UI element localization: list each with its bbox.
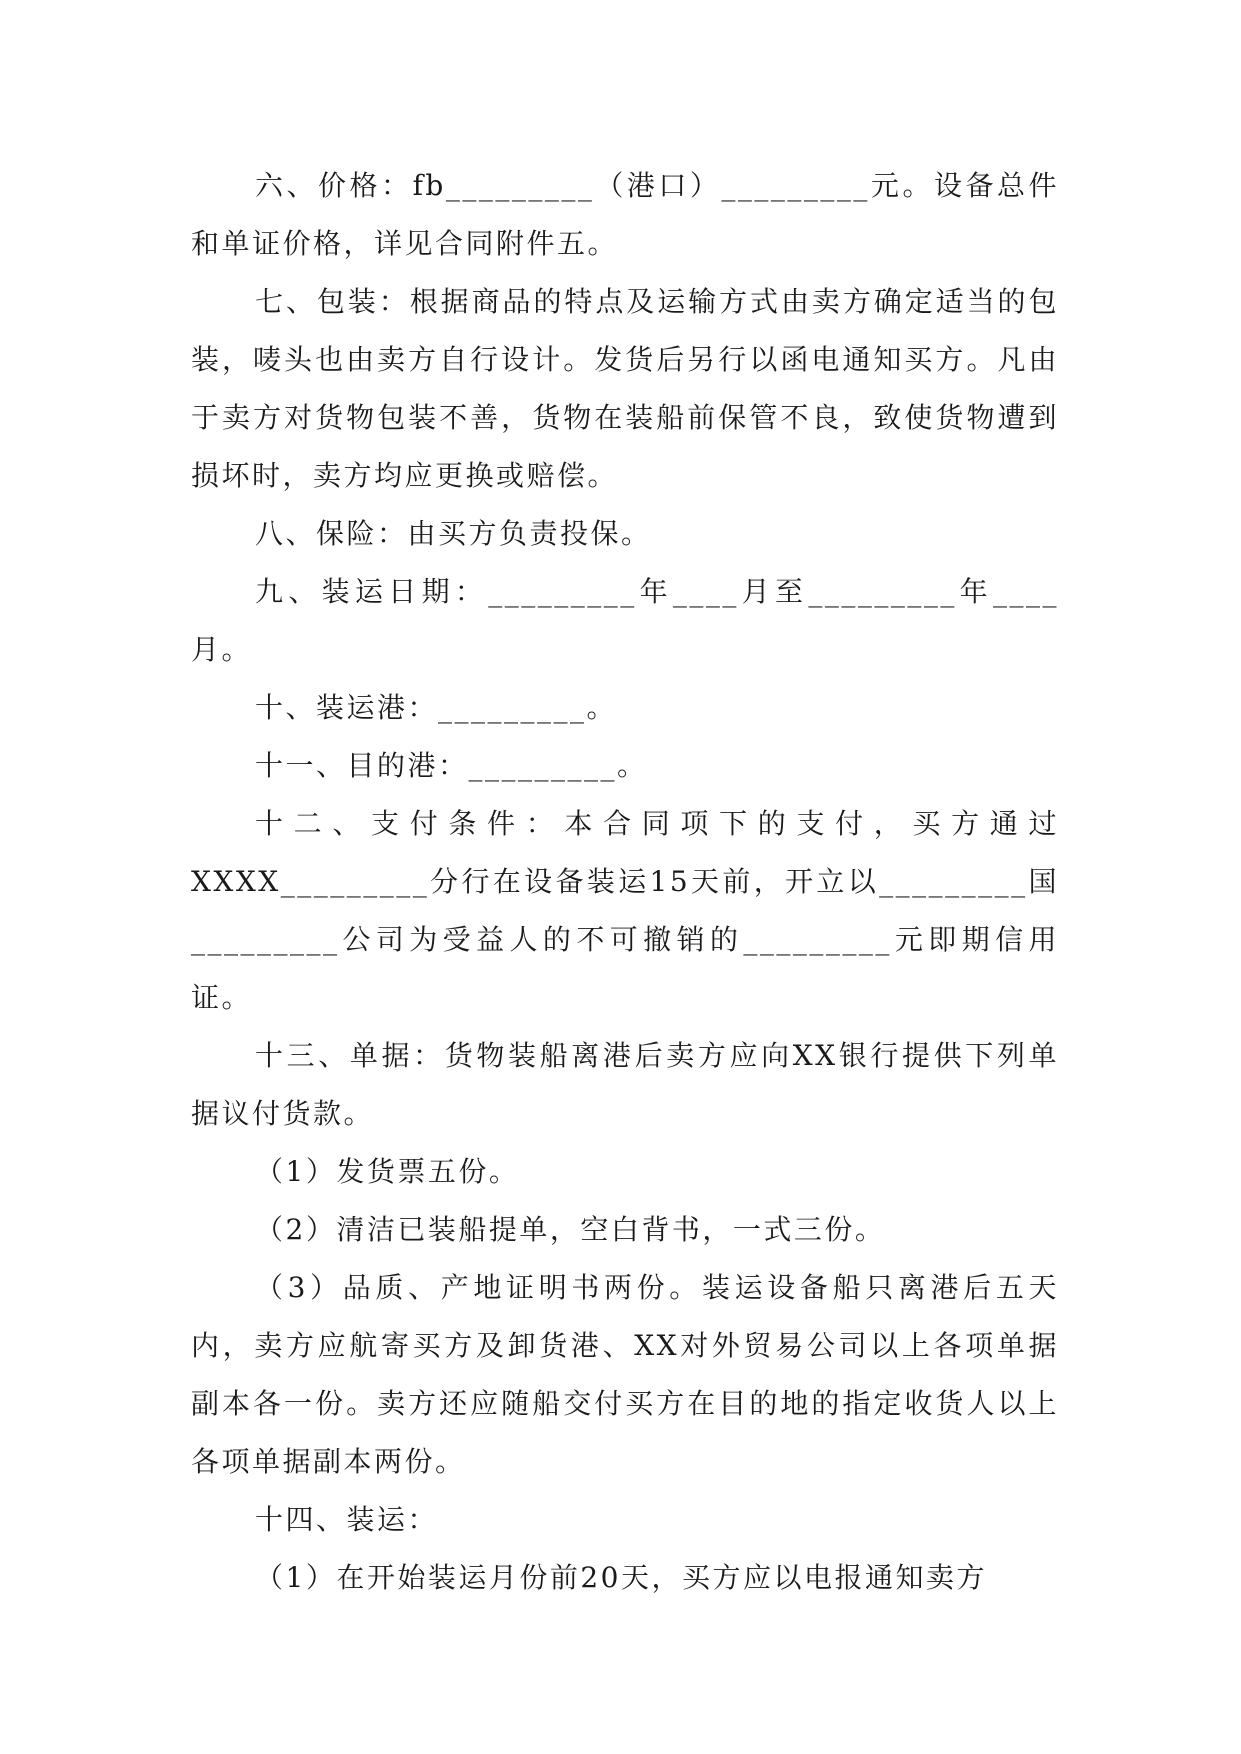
paragraph-shipment: 十四、装运： <box>255 1503 439 1536</box>
paragraph-documents: 十三、单据：货物装船离港后卖方应向XX银行提供下列单据议付货款。 <box>191 1039 1059 1130</box>
paragraph-packaging: 七、包装：根据商品的特点及运输方式由卖方确定适当的包装，唛头也由卖方自行设计。发货后另行以函电通知买方。凡由于卖方对货物包装不善，货物在装船前保管不良，致使货物遭到损坏时，卖方均应更换或赔偿。 <box>191 285 1059 492</box>
paragraph-price: 六、价格：fb_________（港口）_________元。设备总件和单证价格，详见合同附件五。 <box>191 169 1059 260</box>
paragraph-port-of-loading: 十、装运港：_________。 <box>255 691 618 724</box>
list-item-bill-of-lading: （2）清洁已装船提单，空白背书，一式三份。 <box>255 1213 886 1246</box>
list-item-shipment-notice: （1）在开始装运月份前20天，买方应以电报通知卖方 <box>255 1561 987 1594</box>
paragraph-shipment-date: 九、装运日期：_________年____月至_________年____月。 <box>191 575 1059 666</box>
paragraph-insurance: 八、保险：由买方负责投保。 <box>255 517 652 550</box>
paragraph-payment-terms: 十二、支付条件：本合同项下的支付，买方通过XXXX_________分行在设备装运15天前，开立以_________国_________公司为受益人的不可撤销的_________元即期信用证。 <box>191 807 1059 1014</box>
paragraph-port-of-destination: 十一、目的港：_________。 <box>255 749 648 782</box>
list-item-invoice: （1）发货票五份。 <box>255 1155 520 1188</box>
document-body <box>191 157 1059 1607</box>
list-item-certificates: （3）品质、产地证明书两份。装运设备船只离港后五天内，卖方应航寄买方及卸货港、XX对外贸易公司以上各项单据副本各一份。卖方还应随船交付买方在目的地的指定收货人以上各项单据副本两份。 <box>191 1271 1059 1478</box>
